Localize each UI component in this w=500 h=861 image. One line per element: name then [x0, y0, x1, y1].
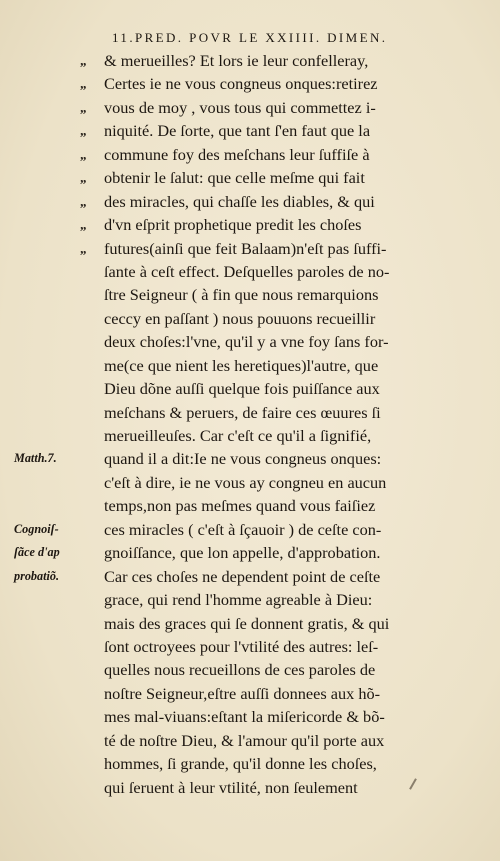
line-text: mais des graces qui ſe donnent gratis, & qui — [104, 613, 390, 633]
line-text: ceccy en paſſant ) nous pouuons recueillir — [104, 308, 376, 328]
margin-note: Matth.7. — [14, 451, 57, 466]
line-text: qui ſeruent à leur vtilité, non ſeulement — [104, 777, 358, 797]
quote-mark: „ — [80, 146, 87, 162]
line-text: Dieu dõne auſſi quelque fois puiſſance aux — [104, 379, 380, 399]
text-line — [0, 260, 500, 283]
line-text: temps,non pas meſmes quand vous faiſiez — [104, 496, 376, 516]
line-text: niquité. De ſorte, que tant ſ'en faut que la — [104, 121, 371, 141]
text-body — [0, 49, 500, 799]
text-line — [0, 213, 500, 236]
quote-mark: „ — [80, 240, 87, 256]
text-line — [0, 635, 500, 658]
text-line — [0, 166, 500, 189]
text-line — [0, 190, 500, 213]
line-text: me(ce que nient les heretiques)l'autre, que — [104, 355, 379, 375]
text-line — [0, 237, 500, 260]
margin-note: ſãce d'ap — [14, 545, 60, 560]
line-text: meſchans & peruers, de faire ces œuures ſi — [104, 402, 381, 422]
line-text: c'eſt à dire, ie ne vous ay congneu en aucun — [104, 472, 387, 492]
line-text: ſont octroyees pour l'vtilité des autres: leſ- — [104, 636, 379, 656]
text-line — [0, 776, 500, 799]
text-line — [0, 401, 500, 424]
line-text: futures(ainſi que feit Balaam)n'eſt pas ſuffi- — [104, 238, 387, 258]
running-header: 11.PRED. POVR LE XXIIII. DIMEN. — [112, 30, 388, 45]
line-text: ſtre Seigneur ( à fin que nous remarquions — [104, 285, 379, 305]
text-line — [0, 612, 500, 635]
text-line — [0, 283, 500, 306]
quote-mark: „ — [80, 217, 87, 233]
text-line — [0, 49, 500, 72]
line-text: Certes ie ne vous congneus onques:retirez — [104, 74, 378, 94]
line-text: obtenir le ſalut: que celle meſme qui fait — [104, 168, 365, 188]
text-line — [0, 377, 500, 400]
line-text: té de noſtre Dieu, & l'amour qu'il porte aux — [104, 730, 385, 750]
line-text: Car ces choſes ne dependent point de ceſte — [104, 566, 381, 586]
quote-mark: „ — [80, 76, 87, 92]
text-line — [0, 752, 500, 775]
line-text: mes mal-viuans:eſtant la miſericorde & bõ- — [104, 707, 385, 727]
line-text: noſtre Seigneur,eſtre auſſi donnees aux hõ- — [104, 683, 381, 703]
quote-mark: „ — [80, 193, 87, 209]
margin-note: Cognoiſ- — [14, 521, 59, 536]
text-line — [0, 96, 500, 119]
line-text: ſante à ceſt effect. Deſquelles paroles de no- — [104, 261, 390, 281]
line-text: commune foy des meſchans leur ſuffiſe à — [104, 144, 370, 164]
margin-note: probatiõ. — [14, 568, 60, 583]
text-line — [0, 588, 500, 611]
line-text: d'vn eſprit prophetique predit les choſes — [104, 215, 362, 235]
line-text: quand il a dit:Ie ne vous congneus onques: — [104, 449, 382, 469]
line-text: gnoiſſance, que lon appelle, d'approbation. — [104, 543, 381, 563]
text-line — [0, 119, 500, 142]
text-line — [0, 565, 500, 588]
text-line — [0, 424, 500, 447]
quote-mark: „ — [80, 53, 87, 68]
text-line — [0, 471, 500, 494]
quote-mark: „ — [80, 123, 87, 139]
line-text: ces miracles ( c'eſt à ſçauoir ) de ceſte con- — [104, 519, 382, 539]
text-line — [0, 307, 500, 330]
text-line — [0, 729, 500, 752]
line-text: hommes, ſi grande, qu'il donne les choſes, — [104, 754, 377, 774]
text-line — [0, 705, 500, 728]
text-line — [0, 541, 500, 564]
text-line — [0, 518, 500, 541]
line-text: merueilleuſes. Car c'eſt ce qu'il a ſignifié, — [104, 426, 372, 445]
text-line — [0, 658, 500, 681]
text-line — [0, 72, 500, 95]
line-text: vous de moy , vous tous qui commettez i- — [104, 97, 376, 117]
line-text: grace, qui rend l'homme agreable à Dieu: — [104, 590, 373, 610]
quote-mark: „ — [80, 170, 87, 186]
text-line — [0, 143, 500, 166]
line-text: des miracles, qui chaſſe les diables, & qui — [104, 191, 375, 211]
text-line — [0, 494, 500, 517]
quote-mark: „ — [80, 99, 87, 115]
text-line — [0, 447, 500, 470]
text-line — [0, 330, 500, 353]
text-line — [0, 354, 500, 377]
text-line — [0, 682, 500, 705]
line-text: & merueilles? Et lors ie leur confelleray, — [104, 51, 369, 70]
line-text: quelles nous recueillons de ces paroles de — [104, 660, 376, 680]
line-text: deux choſes:l'vne, qu'il y a vne foy ſans for- — [104, 332, 389, 352]
